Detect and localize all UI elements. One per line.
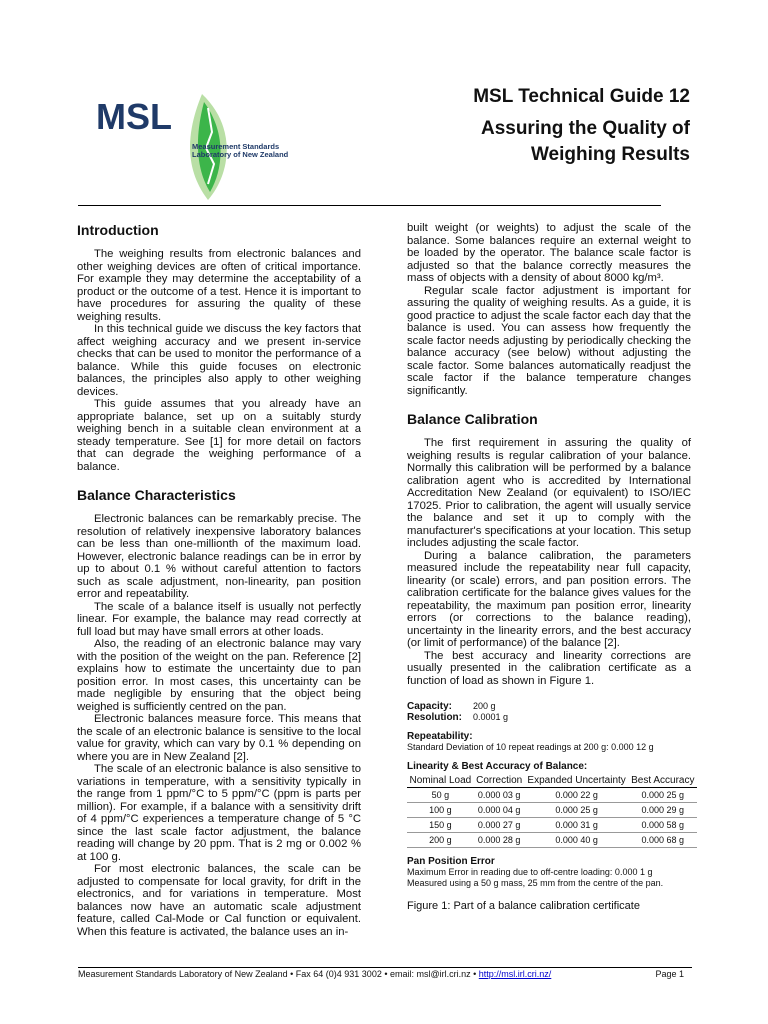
repeatability-text: Standard Deviation of 10 repeat readings at 200 g: 0.000 12 g (407, 742, 654, 752)
footer-rule (78, 967, 692, 968)
document-title (473, 84, 690, 168)
right-column (407, 222, 695, 912)
logo-subtitle (192, 143, 288, 159)
paragraph: built weight (or weights) to adjust the scale of the balance. Some balances require an external weight to be loaded by the operator. The balance scale factor is adjusted so that the balance correctly measures the mass of objects with a density of about 8000 kg/m³. (407, 222, 691, 284)
column-header: Best Accuracy (631, 775, 695, 786)
figure-caption: Figure 1: Part of a balance calibration certificate (407, 900, 640, 912)
repeatability-heading: Repeatability: (407, 731, 473, 742)
pan-position-line2: Measured using a 50 g mass, 25 mm from the centre of the pan. (407, 878, 664, 888)
table-cell: 0.000 31 g (525, 818, 629, 833)
characteristics-heading: Balance Characteristics (77, 487, 236, 503)
table-row (407, 788, 697, 803)
paragraph: During a balance calibration, the parameters measured include the repeatability near full capacity, linearity (or scale) errors, and pan position errors. The calibration certificate for the balance gives values for the repeatability, the maximum pan position error, linearity errors (or corrections to the balance reading), uncertainty in the linearity errors, and the best accuracy (or limit of performance) of the balance [2]. (407, 549, 691, 649)
paragraph: The scale of an electronic balance is also sensitive to variations in temperature, with a sensitivity typically in the range from 1 ppm/°C to 5 ppm/°C (ppm is parts per million). For example, if a balance with a sensitivity drift of 4 ppm/°C experiences a temperature change of 5 °C since the last scale factor adjustment, the balance reading will change by 20 ppm. That is 2 mg or 0.002 % at 100 g. (77, 763, 361, 863)
table-cell: 50 g (407, 788, 474, 803)
table-cell: 0.000 25 g (629, 788, 697, 803)
table-row (407, 833, 697, 848)
footer-website-link[interactable]: http://msl.irl.cri.nz/ (478, 969, 552, 979)
table-cell: 0.000 03 g (474, 788, 525, 803)
logo-wordmark: MSL (96, 96, 172, 137)
doc-title-line1: Assuring the Quality of (480, 118, 690, 139)
linearity-heading: Linearity & Best Accuracy of Balance: (407, 761, 588, 772)
paragraph: The best accuracy and linearity corrections are usually presented in the calibration certificate as a function of load as shown in Figure 1. (407, 649, 691, 687)
paragraph: Electronic balances measure force. This means that the scale of an electronic balance is sensitive to the local value for gravity, which can vary by 0.1 % depending on where you are in New Zealand [2]. (77, 713, 361, 763)
paragraph: For most electronic balances, the scale can be adjusted to compensate for local gravity, for drift in the electronics, and for variations in temperature. Most balances now have an automatic scale adjustment feature, called Cal-Mode or Cal function or equivalent. When this feature is activated, the balance uses an in- (77, 863, 361, 938)
pan-position-heading: Pan Position Error (407, 856, 495, 867)
table-cell: 200 g (407, 833, 474, 848)
table-cell: 0.000 58 g (629, 818, 697, 833)
resolution-value: 0.0001 g (473, 712, 509, 722)
table-row (407, 818, 697, 833)
paragraph: The weighing results from electronic balances and other weighing devices are often of critical importance. For example they may determine the acceptability of a product or the outcome of a test. Hence it is important to have procedures for assuring the quality of these weighing results. (77, 248, 361, 323)
table-cell: 0.000 04 g (474, 803, 525, 818)
pan-position-line1: Maximum Error in reading due to off-centre loading: 0.000 1 g (407, 867, 653, 877)
header-rule (78, 205, 661, 206)
capacity-row (407, 701, 691, 712)
paragraph: Regular scale factor adjustment is important for assuring the quality of weighing results. As a guide, it is good practice to adjust the scale factor each day that the balance is used. You can assess how frequently the scale factor needs adjusting by periodically checking the balance accuracy (see below) without adjusting the scale factor. Some balances automatically readjust the scale factor if the balance temperature changes significantly. (407, 284, 691, 397)
table-cell: 100 g (407, 803, 474, 818)
footer-text: Measurement Standards Laboratory of New Zealand • Fax 64 (0)4 931 3002 • email: msl@irl.cri.nz • (78, 969, 479, 979)
table-row (407, 803, 697, 818)
table-cell: 0.000 25 g (525, 803, 629, 818)
logo-subtitle-line1: Measurement Standards (192, 142, 280, 151)
table-cell: 0.000 68 g (629, 833, 697, 848)
footer (78, 969, 692, 979)
left-column (77, 222, 361, 938)
table-cell: 0.000 28 g (474, 833, 525, 848)
paragraph: Electronic balances can be remarkably precise. The resolution of relatively inexpensive laboratory balances can be less than one-millionth of the maximum load. However, electronic balance readings can be in error by up to about 0.1 % without careful attention to factors such as scale adjustment, non-linearity, pan position error and repeatability. (77, 513, 361, 600)
intro-heading: Introduction (77, 222, 159, 238)
table-cell: 0.000 22 g (525, 788, 629, 803)
calibration-heading: Balance Calibration (407, 411, 538, 427)
column-header: Expanded Uncertainty (527, 775, 626, 786)
paragraph: In this technical guide we discuss the key factors that affect weighing accuracy and we present in-service checks that can be used to monitor the performance of a balance. While this guide focuses on electronic balances, the principles also apply to other weighing devices. (77, 323, 361, 398)
paragraph: This guide assumes that you already have an appropriate balance, set up on a suitably sturdy weighing bench in a suitable clean environment at a steady temperature. See [1] for more detail on factors that can degrade the weighing performance of a balance. (77, 398, 361, 473)
table-cell: 0.000 40 g (525, 833, 629, 848)
resolution-label: Resolution: (407, 712, 462, 723)
guide-title: MSL Technical Guide 12 (473, 86, 690, 107)
capacity-value: 200 g (473, 701, 496, 711)
column-header: Correction (476, 775, 523, 786)
paragraph: The scale of a balance itself is usually not perfectly linear. For example, the balance may read correctly at full load but may have small errors at other loads. (77, 600, 361, 638)
logo-subtitle-line2: Laboratory of New Zealand (192, 150, 289, 159)
paragraph: The first requirement in assuring the quality of weighing results is regular calibration of your balance. Normally this calibration will be performed by a balance calibration agent who is accredited by International Accreditation New Zealand (or equivalent) to ISO/IEC 17025. Prior to calibration, the agent will usually service the balance and set it up to comply with the manufacturer's specifications at your location. This setup includes adjusting the scale factor. (407, 437, 691, 549)
table-cell: 150 g (407, 818, 474, 833)
capacity-label: Capacity: (407, 701, 453, 712)
msl-logo (90, 88, 290, 203)
table-cell: 0.000 29 g (629, 803, 697, 818)
resolution-row (407, 712, 691, 723)
paragraph: Also, the reading of an electronic balance may vary with the position of the weight on the pan. Reference [2] explains how to estimate the uncertainty due to pan position error. In most cases, this uncertainty can be made negligible by ensuring that the object being weighed is sufficiently centred on the pan. (77, 638, 361, 713)
linearity-table (407, 774, 697, 848)
calibration-certificate-figure (407, 701, 695, 912)
doc-title-line2: Weighing Results (530, 144, 690, 165)
page-number: Page 1 (655, 969, 684, 979)
column-header: Nominal Load (409, 775, 472, 786)
table-cell: 0.000 27 g (474, 818, 525, 833)
